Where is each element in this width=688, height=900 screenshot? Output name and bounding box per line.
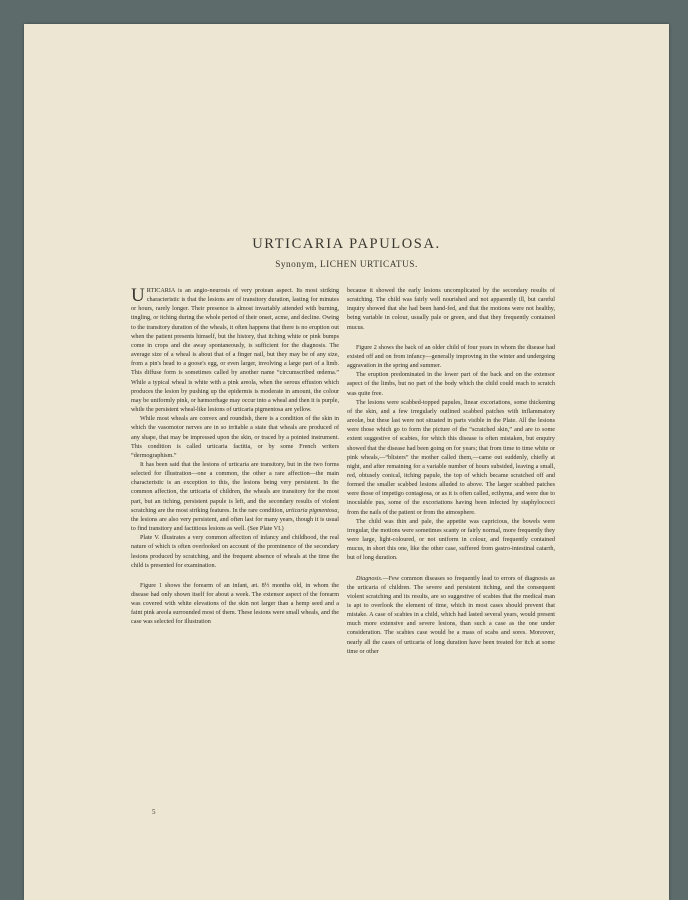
paragraph: because it showed the early lesions uncomplicated by the secondary results of scratching. The child was fairly well nourished and not apparently ill, but careful inquiry showed that she had been hand-fed, and that the motions were not healthy, being variable in colour, usually pale or green, and that they frequently contained mucus.: [347, 288, 555, 331]
paragraph: Figure 2 shows the back of an older child of four years in whom the disease had existed off and on from infancy—generally improving in the winter and undergoing aggravation in the spring and summer.: [347, 344, 555, 370]
left-column: [131, 287, 339, 628]
paragraph: While most wheals are convex and roundish, there is a condition of the skin in which the vasomotor nerves are in so irritable a state that wheals are produced of any shape, that may be impressed upon the skin, or traced by a pointed instrument. This condition is called urticaria factitia, or by some French writers “dermographism.”: [131, 416, 339, 459]
paragraph: It has been said that the lesions of urticaria are transitory, but in the two forms selected for illustration—one a common, the other a rare affection—the main characteristic is an exception to this, the lesions being very persistent. In the common affection, the urticaria of children, the wheals are transitory for the most part, but an itching, persistent papule is left, and the secondary results of violent scratching are the most striking features. In the rare condition, urticaria pigmentosa, the lesions are also very persistent, and often last for many years, though it is usual to find transitory and factitious lesions as well. (See Plate VI.): [131, 461, 339, 533]
paragraph: The child was thin and pale, the appetite was capricious, the bowels were irregular, the motions were sometimes scanty or fairly normal, more frequently they were large, light-coloured, or not uniform in colour, and frequently contained mucus, in short this one, like the other case, suffered from gastro-intestinal catarrh, but of long duration.: [347, 518, 555, 562]
right-column: [347, 287, 555, 657]
paragraph: The lesions were scabbed-topped papules, linear excoriations, some thickening of the skin, and a few irregularly outlined scabbed patches with inflammatory areolæ, but these last were not situated in parts visible in the Plate. All the lesions were those which go to form the picture of the “scratched skin,” and are to some extent suggestive of scabies, for which this disease is often mistaken, but enquiry showed that the disease had been going on for years; that from time to time white or pink wheals,—“blisters” the mother called them,—came out suddenly, chiefly at night, and after remaining for a variable number of hours subsided, leaving a small, red, obtusely conical, itching papule, the top of which became scratched off and formed the smaller scabbed lesions alluded to above. The larger scabbed patches were those of impetigo contagiosa, or as it is often called, ecthyma, and were due to inoculable pus, some of the excoriations having been infected by staphylococci from the nails of the patient or from the atmosphere.: [347, 399, 555, 516]
paragraph: URTICARIA is an angio-neurosis of very protean aspect. Its most striking characteristic is that the lesions are of transitory duration, lasting for minutes or hours, rarely longer. Their presence is almost invariably attended with burning, tingling, or itching during the whole period of their onset, acme, and decline. Owing to the transitory duration of the wheals, it often happens that there is no eruption out when the patient presents himself, but the history, that itching white or pink bumps come in crops and die away spontaneously, is sufficient for the diagnosis. The average size of a wheal is about that of a finger nail, but they may be of any size, from a pin's head to a goose's egg, or even larger, involving a large part of a limb. This diffuse form is sometimes called by another name “circumscribed œdema.” While a typical wheal is white with a pink areola, when the serous effusion which produces the lesion by pushing up the epidermis is moderate in amount, the colour may be uniformly pink, or hæmorrhage may occur into a wheal and then it is purple, while the persistent wheal-like lesions of urticaria pigmentosa are yellow.: [131, 285, 339, 414]
paragraph: Plate V. illustrates a very common affection of infancy and childhood, the real nature of which is often overlooked on account of the prominence of the secondary lesions produced by scratching, and the frequent absence of wheals at the time the child is presented for examination.: [131, 535, 339, 569]
page-number: 5: [152, 808, 156, 816]
paragraph: Diagnosis.—Few common diseases so frequently lead to errors of diagnosis as the urticaria of children. The severe and persistent itching, and the consequent violent scratching and its results, are so suggestive of scabies that the medical man is apt to overlook the element of time, which in most cases should prevent that mistake. A case of scabies in a child, which had lasted several years, would present much more extensive and severe lesions, than such a case as the one under consideration. The scabies case would be a mass of scabs and sores. Moreover, nearly all the cases of urticaria of long duration have been treated for itch at some time or other: [347, 575, 555, 655]
paragraph: Figure 1 shows the forearm of an infant, æt. 8½ months old, in whom the disease had only shown itself for about a week. The extensor aspect of the forearm was covered with white elevations of the skin not larger than a hemp seed and a faint pink areola surrounded most of them. These lesions were small wheals, and the case was selected for illustration: [131, 582, 339, 626]
page-sheet: [24, 24, 669, 900]
drop-cap: U: [131, 285, 145, 306]
synonym-line: Synonym, LICHEN URTICATUS.: [275, 260, 418, 270]
paragraph: The eruption predominated in the lower part of the back and on the extensor aspect of the limbs, but no part of the body which the child could reach to scratch was quite free.: [347, 372, 555, 397]
article-title: URTICARIA PAPULOSA.: [252, 236, 441, 252]
